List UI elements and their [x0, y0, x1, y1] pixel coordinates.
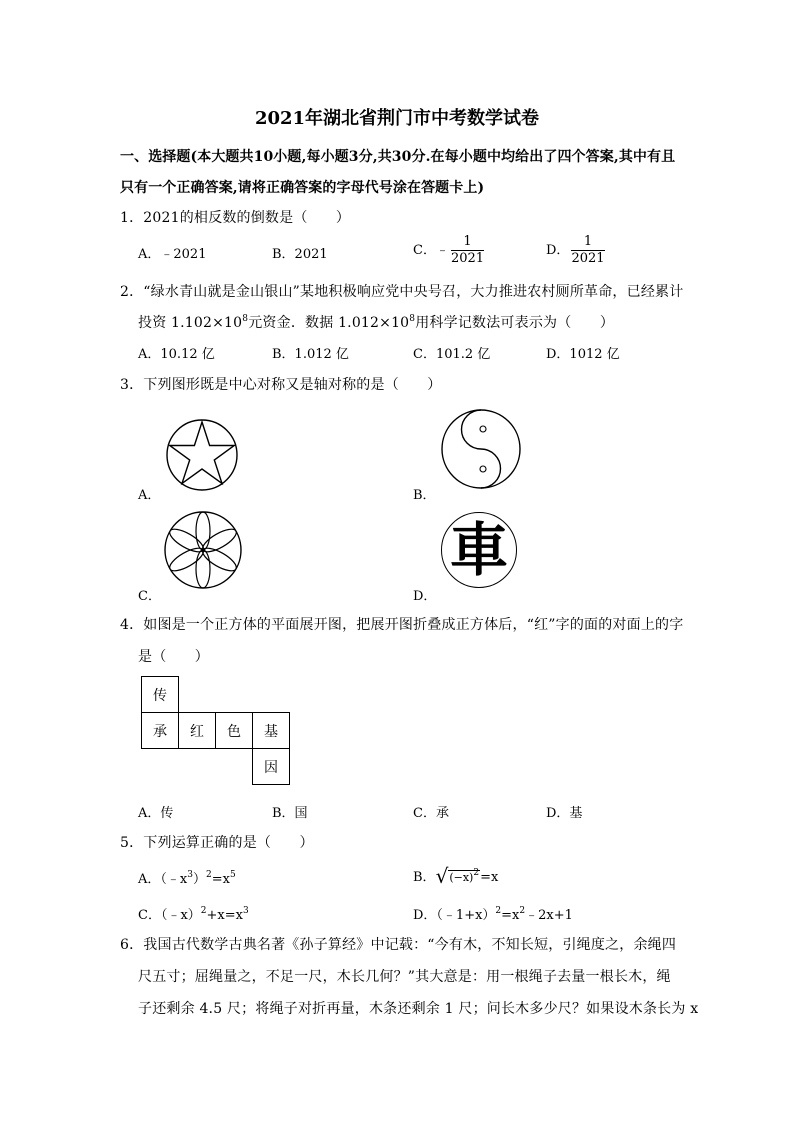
- q5-b-prefix: B．: [413, 870, 436, 885]
- q2-text-a: 投资 1.102×10: [138, 315, 243, 331]
- q5-a-exp3: 5: [229, 870, 236, 880]
- q2-option-a: A．10.12 亿: [138, 347, 215, 362]
- q1-option-d-prefix: D．: [546, 243, 570, 258]
- q1-option-d-fraction: [571, 234, 604, 267]
- star-in-circle-figure: [165, 416, 239, 494]
- question-3-stem: 3．下列图形既是中心对称又是轴对称的是（ ）: [120, 377, 442, 393]
- q1-option-a: A．﹣2021: [138, 247, 207, 262]
- q5-option-b: [413, 864, 498, 888]
- q2-option-d: D．1012 亿: [546, 347, 620, 362]
- q1-option-c: [413, 234, 484, 267]
- q5-d-part3: ﹣2x+1: [525, 908, 573, 923]
- q5-option-d: [413, 904, 573, 923]
- q2-option-b: B．1.012 亿: [272, 347, 349, 362]
- q5-d-exp1: 2: [495, 906, 502, 916]
- q5-c-exp2: 3: [242, 906, 249, 916]
- q1-option-b: B．2021: [272, 247, 328, 262]
- q5-c-part2: +x=x: [206, 908, 243, 923]
- q5-a-part2: ）: [192, 872, 206, 887]
- q4-option-d: D．基: [546, 806, 583, 821]
- character-in-circle-figure: [441, 512, 517, 588]
- section-heading-line2: 只有一个正确答案,请将正确答案的字母代号涂在答题卡上): [120, 180, 485, 196]
- question-5-stem: 5．下列运算正确的是（ ）: [120, 835, 314, 851]
- q5-a-part3: =x: [211, 872, 230, 887]
- q3-option-b: B．: [413, 488, 436, 503]
- q4-option-b: B．国: [272, 806, 308, 821]
- cube-net: [141, 676, 290, 785]
- q5-d-part2: =x: [501, 908, 520, 923]
- question-1-stem: 1．2021的相反数的倒数是（ ）: [120, 210, 351, 226]
- q4-option-c: C．承: [413, 806, 449, 821]
- q3-character: 車: [449, 516, 508, 584]
- q2-exponent-2: 8: [409, 314, 416, 324]
- net-cell-bottom: 因: [253, 749, 290, 785]
- q2-exponent-1: 8: [242, 314, 249, 324]
- page-title: 2021年湖北省荆门市中考数学试卷: [254, 108, 540, 129]
- q5-c-part1: C．（﹣x）: [138, 908, 201, 923]
- question-6-line3: 子还剩余 4.5 尺；将绳子对折再量，木条还剩余 1 尺；问长木多少尺？如果设木条长为 x: [138, 1001, 699, 1017]
- yin-yang-figure: [440, 403, 522, 495]
- question-6-line2: 尺五寸；屈绳量之，不足一尺，木长几何？”其大意是：用一根绳子去量一根长木，绳: [138, 969, 671, 985]
- q3-option-d: D．: [413, 589, 437, 604]
- net-cell-4: 基: [253, 713, 290, 749]
- q5-a-exp1: 3: [187, 870, 193, 880]
- net-cell-2: 红: [179, 713, 216, 749]
- q5-b-rad-text: (−x): [449, 871, 474, 884]
- question-6-line1: 6．我国古代数学古典名著《孙子算经》中记载：“今有木，不知长短，引绳度之，余绳四: [120, 937, 677, 953]
- q1-d-denominator: 2021: [571, 251, 605, 266]
- q1-c-numerator: 1: [451, 234, 484, 251]
- question-4-line1: 4．如图是一个正方体的平面展开图，把展开图折叠成正方体后，“红”字的面的对面上的字: [120, 617, 684, 633]
- question-4-line2: 是（ ）: [138, 649, 209, 665]
- q5-a-part1: A．（﹣x: [138, 872, 188, 887]
- net-cell-3: 色: [216, 713, 253, 749]
- q3-option-a: A．: [138, 488, 161, 503]
- q4-option-a: A．传: [138, 806, 174, 821]
- q1-option-d: [546, 234, 605, 267]
- q5-option-a: [138, 868, 236, 887]
- q5-b-rad-exp: 2: [473, 868, 480, 878]
- q5-a-exp2: 2: [205, 870, 212, 880]
- flower-in-circle-figure: [162, 508, 244, 592]
- question-2-line1: 2．“绿水青山就是金山银山”某地积极响应党中央号召，大力推进农村厕所革命，已经累计: [120, 284, 684, 300]
- q1-d-numerator: 1: [571, 234, 604, 251]
- question-2-line2: [138, 312, 614, 332]
- q2-text-c: 用科学记数法可表示为（ ）: [415, 315, 615, 331]
- q1-c-denominator: 2021: [450, 251, 485, 266]
- net-cell-top: 传: [142, 677, 179, 713]
- q5-d-part1: D．（﹣1+x）: [413, 908, 496, 923]
- radical-icon: √: [435, 864, 449, 888]
- q5-c-exp1: 2: [200, 906, 207, 916]
- q2-text-b: 元资金．数据 1.012×10: [248, 315, 410, 331]
- q5-b-radicand: [448, 870, 480, 884]
- q5-b-suffix: =x: [480, 870, 499, 885]
- q1-option-c-fraction: [451, 234, 484, 267]
- section-heading-line1: 一、选择题(本大题共10小题,每小题3分,共30分.在每小题中均给出了四个答案,其中有且: [120, 149, 676, 165]
- q3-option-c: C．: [138, 589, 161, 604]
- q5-option-c: [138, 904, 249, 923]
- net-cell-1: 承: [142, 713, 179, 749]
- q2-option-c: C．101.2 亿: [413, 347, 491, 362]
- q5-d-exp2: 2: [519, 906, 526, 916]
- q1-option-c-prefix: C．﹣: [413, 243, 449, 258]
